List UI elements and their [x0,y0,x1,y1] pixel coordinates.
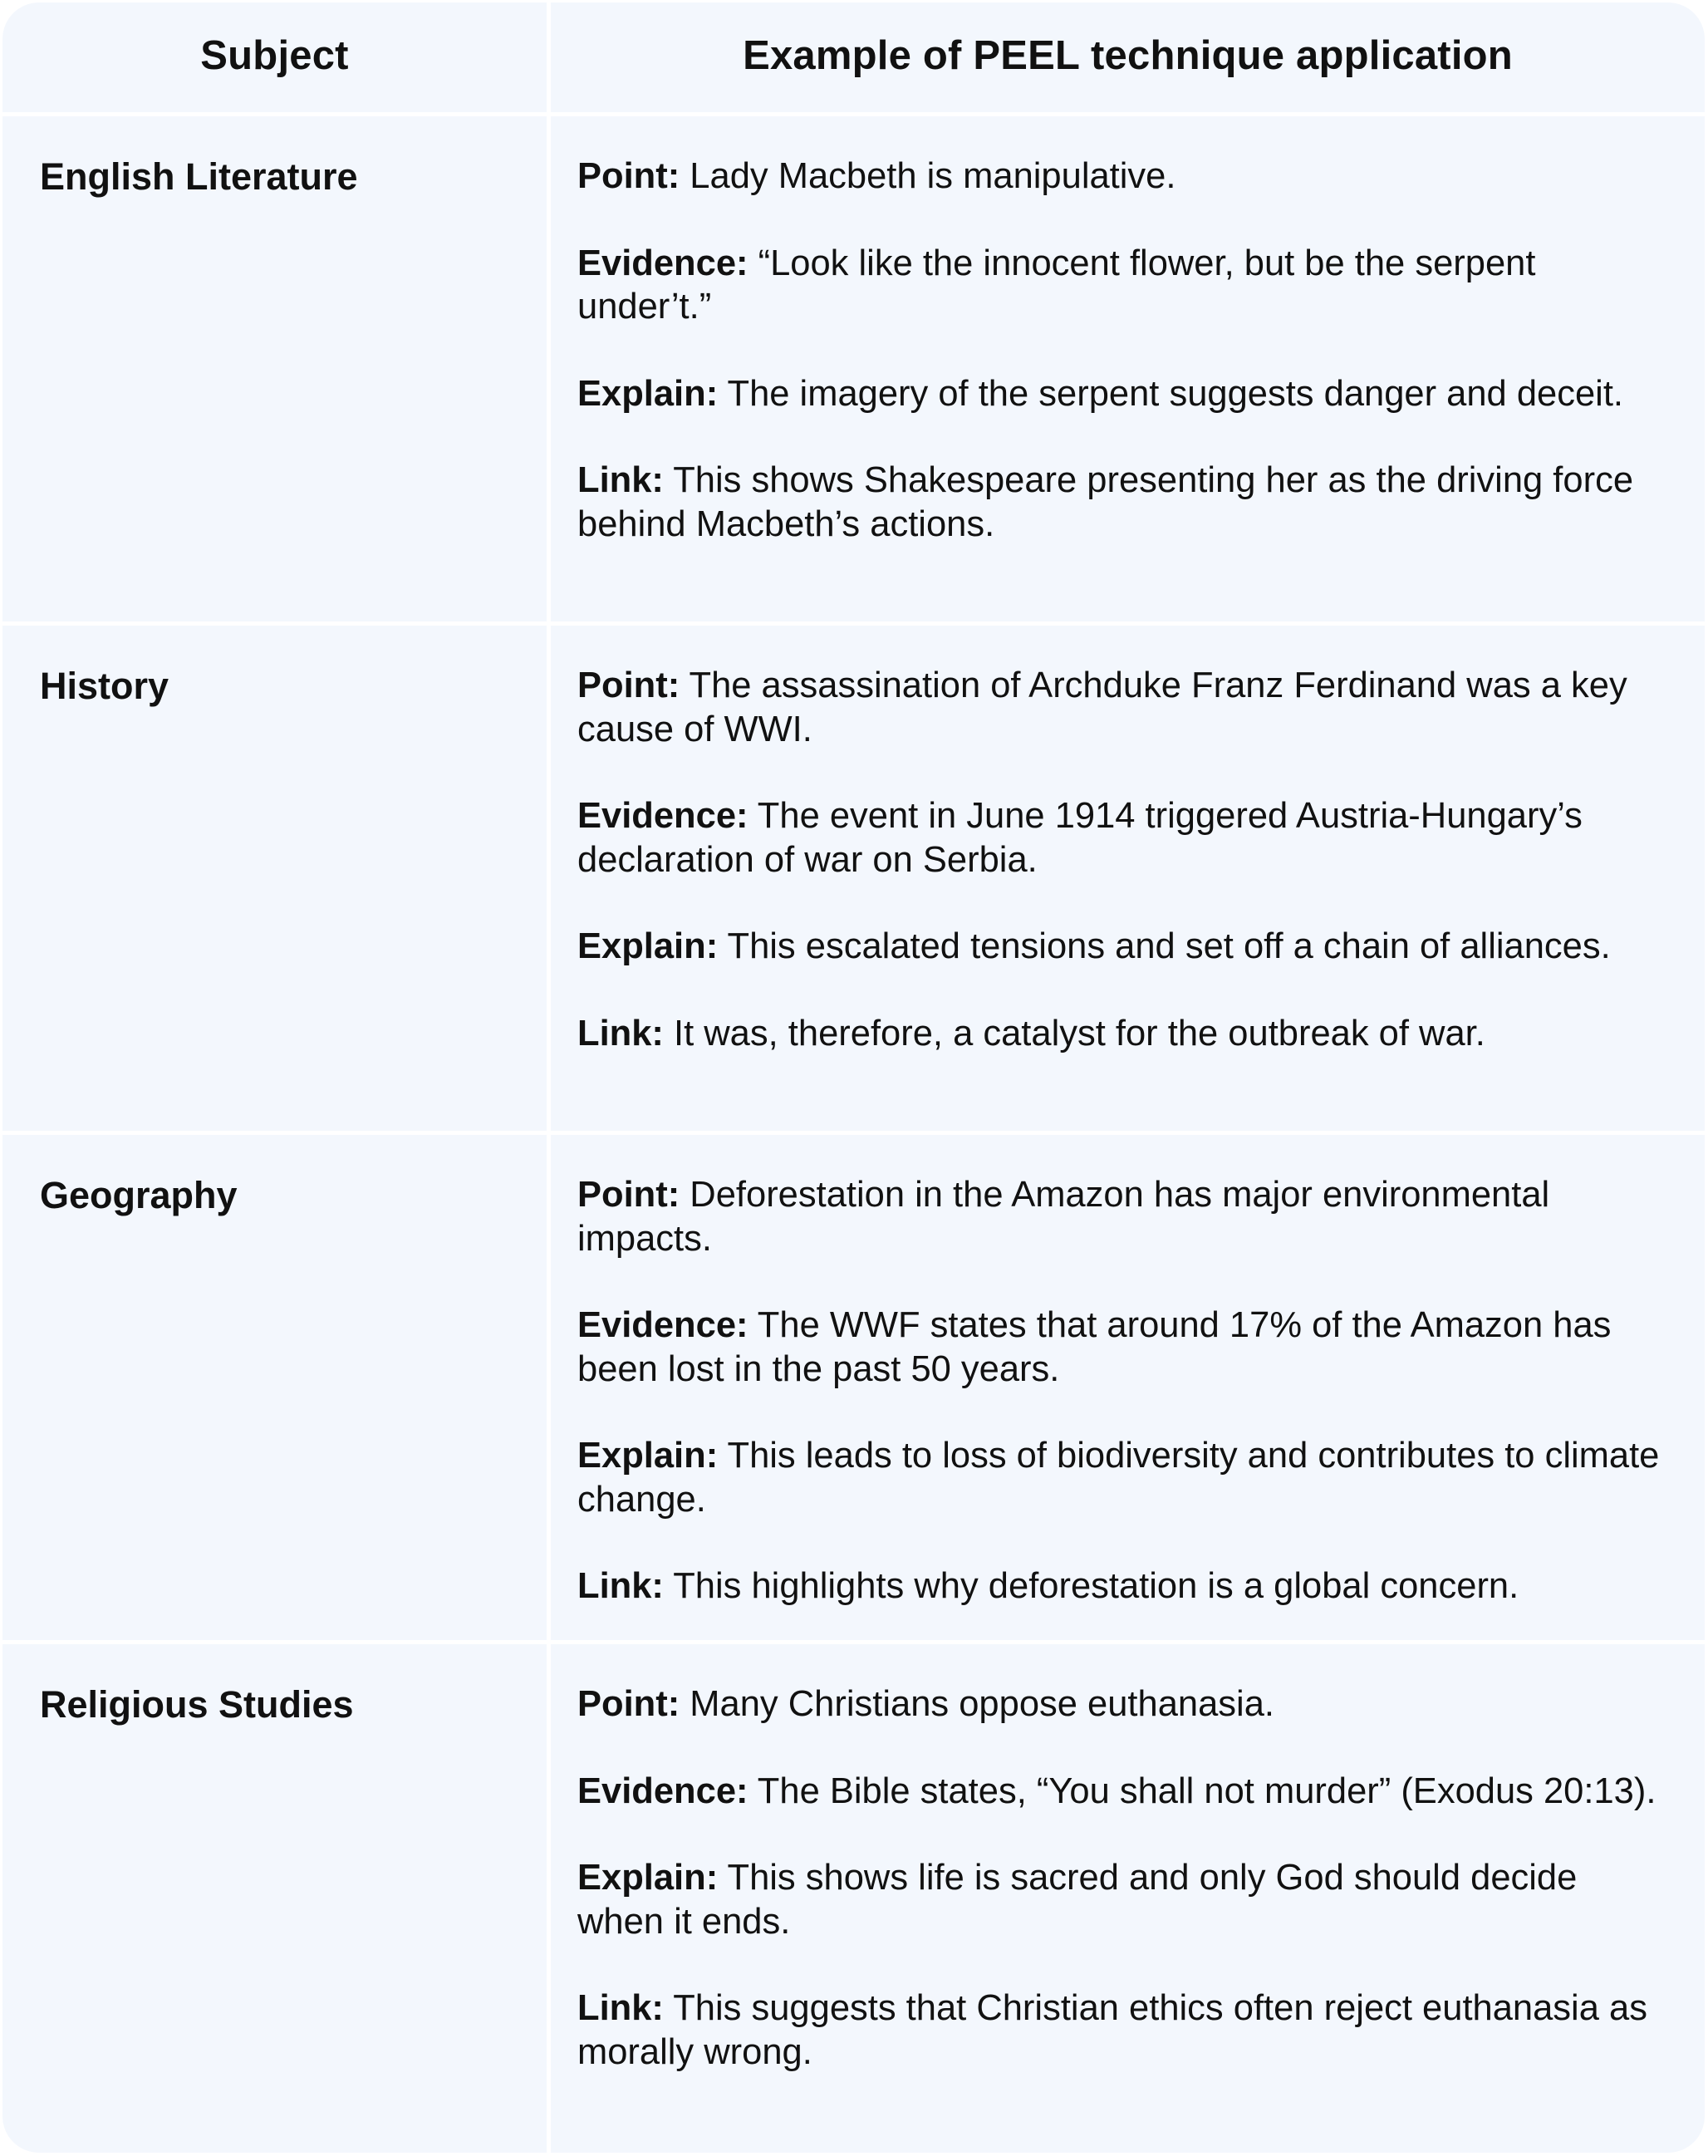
evidence-text: The Bible states, “You shall not murder” (Exodus 20:13). [748,1770,1656,1811]
evidence-text: The WWF states that around 17% of the Amazon has been lost in the past 50 years. [577,1305,1612,1389]
explain-paragraph [577,1434,1671,1521]
point-text: Lady Macbeth is manipulative. [680,156,1176,196]
subject-cell: History [2,626,551,1135]
link-text: It was, therefore, a catalyst for the outbreak of war. [663,1013,1485,1053]
header-subject: Subject [2,2,551,116]
explain-label: Explain: [577,1858,719,1898]
evidence-label: Evidence: [577,796,748,836]
link-text: This shows Shakespeare presenting her as the driving force behind Macbeth’s actions. [577,460,1634,544]
explain-label: Explain: [577,926,719,966]
explain-paragraph [577,1856,1671,1943]
point-label: Point: [577,156,680,196]
evidence-label: Evidence: [577,243,748,283]
explain-text: The imagery of the serpent suggests danger and deceit. [718,373,1623,414]
evidence-label: Evidence: [577,1770,748,1811]
link-paragraph [577,1564,1671,1608]
evidence-paragraph [577,242,1671,329]
link-label: Link: [577,460,664,500]
explain-text: This escalated tensions and set off a chain of alliances. [718,926,1611,966]
link-paragraph [577,1012,1671,1056]
subject-cell: Geography [2,1135,551,1644]
explain-paragraph [577,372,1671,416]
example-cell [551,116,1705,626]
explain-text: This leads to loss of biodiversity and contributes to climate change. [577,1436,1660,1520]
evidence-paragraph [577,1770,1671,1814]
header-example: Example of PEEL technique application [551,2,1705,116]
link-paragraph [577,1987,1671,2074]
point-paragraph [577,664,1671,751]
point-paragraph [577,1173,1671,1260]
peel-examples-table [2,2,1705,2153]
link-label: Link: [577,1013,664,1053]
point-label: Point: [577,1175,680,1215]
subject-cell: English Literature [2,116,551,626]
point-paragraph [577,155,1671,199]
explain-paragraph [577,925,1671,969]
link-label: Link: [577,1566,664,1606]
evidence-text: “Look like the innocent flower, but be the serpent under’t.” [577,243,1536,327]
evidence-text: The event in June 1914 triggered Austria-Hungary’s declaration of war on Serbia. [577,796,1583,880]
point-text: Many Christians oppose euthanasia. [680,1684,1274,1724]
point-text: The assassination of Archduke Franz Ferdinand was a key cause of WWI. [577,665,1627,749]
point-label: Point: [577,1684,680,1724]
evidence-paragraph [577,794,1671,882]
explain-label: Explain: [577,373,719,414]
explain-label: Explain: [577,1436,719,1476]
link-paragraph [577,459,1671,546]
evidence-label: Evidence: [577,1305,748,1345]
explain-text: This shows life is sacred and only God should decide when it ends. [577,1858,1578,1942]
point-paragraph [577,1682,1671,1726]
example-cell [551,1135,1705,1644]
link-label: Link: [577,1988,664,2028]
example-cell [551,1644,1705,2153]
evidence-paragraph [577,1304,1671,1391]
point-label: Point: [577,665,680,705]
point-text: Deforestation in the Amazon has major environmental impacts. [577,1175,1550,1259]
link-text: This highlights why deforestation is a global concern. [663,1566,1519,1606]
example-cell [551,626,1705,1135]
link-text: This suggests that Christian ethics often reject euthanasia as morally wrong. [577,1988,1647,2072]
subject-cell: Religious Studies [2,1644,551,2153]
